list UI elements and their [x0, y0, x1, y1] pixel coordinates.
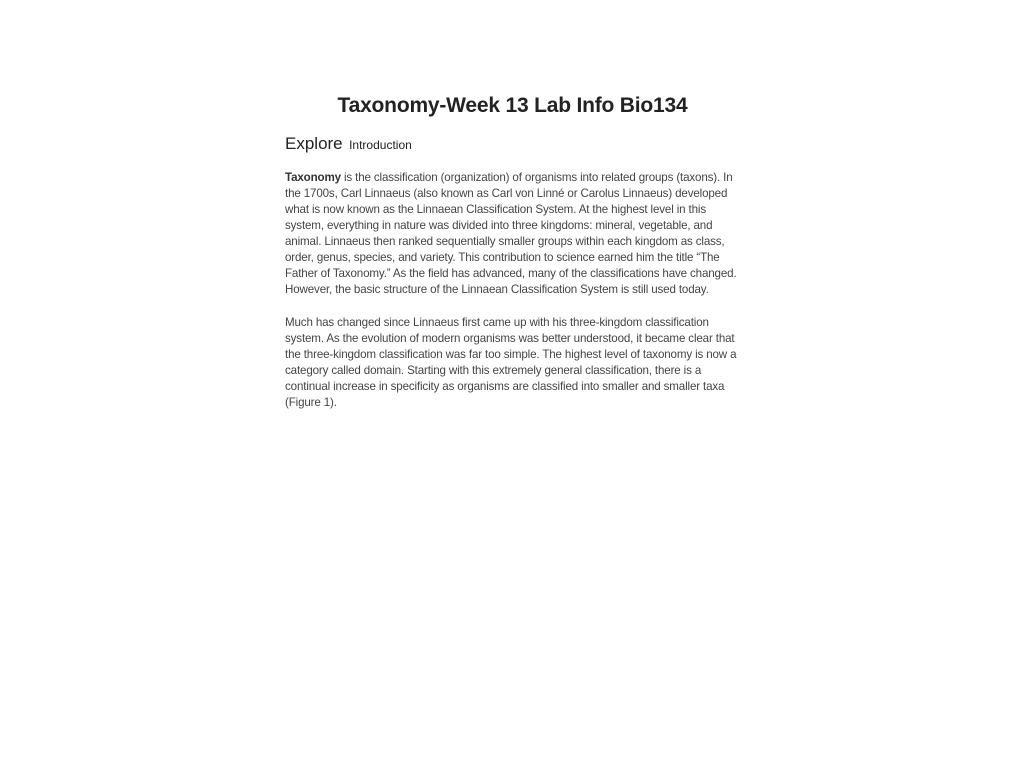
section-heading — [285, 133, 737, 156]
paragraph-1-text: is the classification (organization) of organisms into related groups (taxons). In the 1700s, Carl Linnaeus (also known as Carl von Linné or Carolus Linnaeus) developed what is now known as the Linnaean Classification System. At the highest level in this system, everything in nature was divided into three kingdoms: mineral, vegetable, and animal. Linnaeus then ranked sequentially smaller groups within each kingdom as class, order, genus, species, and variety. This contribution to science earned him the title “The Father of Taxonomy.” As the field has advanced, many of the classifications have changed. However, the basic structure of the Linnaean Classification System is still used today. — [285, 171, 737, 296]
paragraph-taxonomy-definition — [285, 170, 737, 298]
document-page — [285, 93, 737, 411]
term-taxonomy: Taxonomy — [285, 171, 341, 184]
document-title: Taxonomy-Week 13 Lab Info Bio134 — [337, 94, 688, 117]
paragraph-modern-classification — [285, 315, 737, 411]
section-subheading-introduction: Introduction — [349, 138, 412, 152]
section-heading-explore: Explore — [285, 134, 343, 153]
paragraph-2-text: Much has changed since Linnaeus first came up with his three-kingdom classification system. As the evolution of modern organisms was better understood, it became clear that the three-kingdom classification was far too simple. The highest level of taxonomy is now a category called domain. Starting with this extremely general classification, there is a continual increase in specificity as organisms are classified into smaller and smaller taxa (Figure 1). — [285, 316, 737, 409]
